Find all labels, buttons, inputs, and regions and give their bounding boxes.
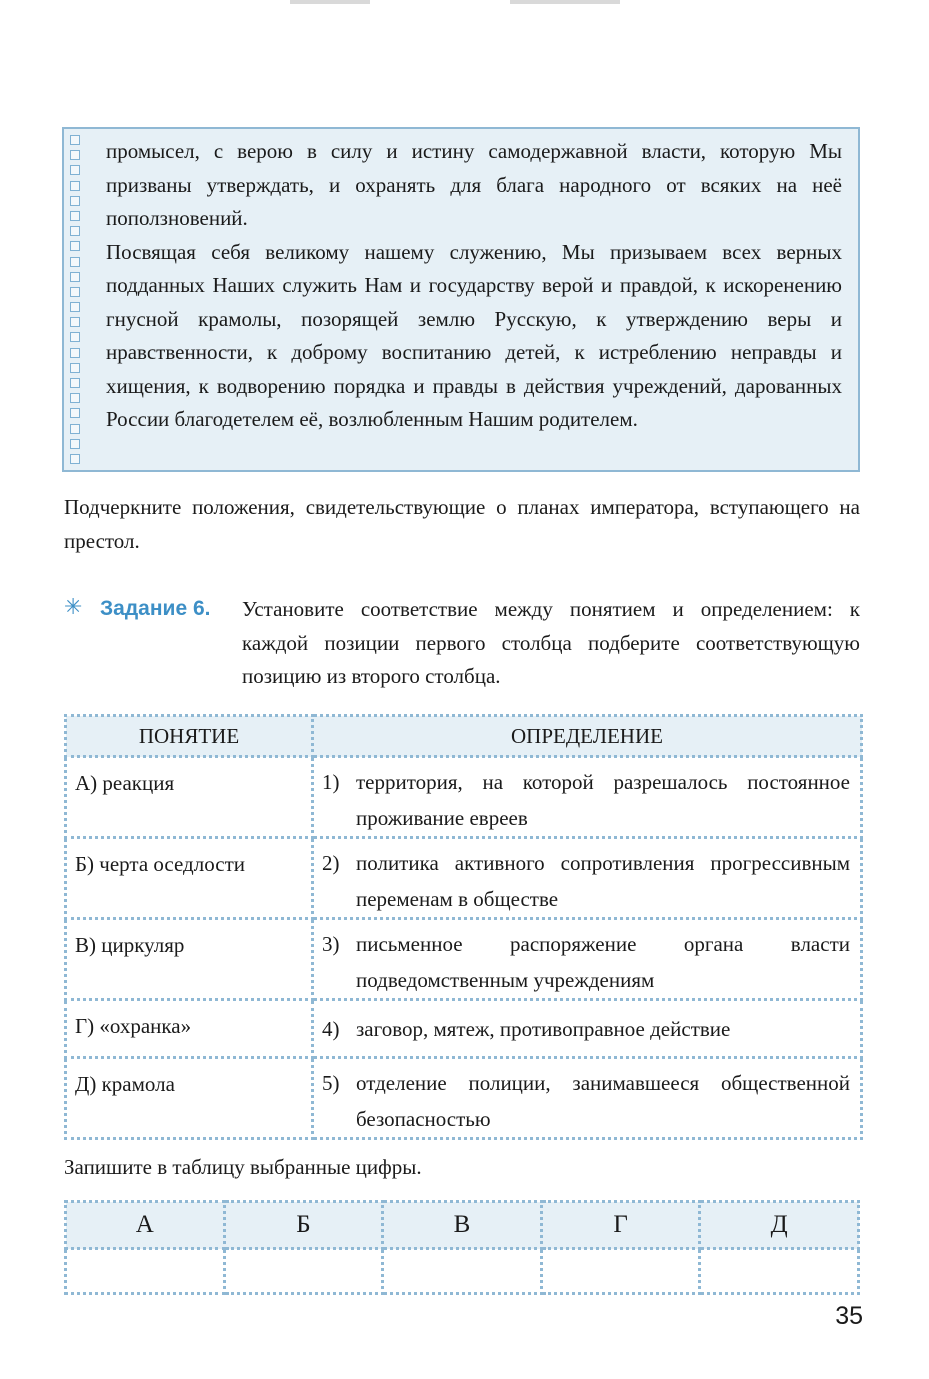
answer-header: В bbox=[383, 1202, 542, 1249]
task-6-header bbox=[64, 593, 864, 693]
definition-text: политика активного сопротивления прогрессивным переменам в обществе bbox=[356, 851, 850, 911]
definition-text: заговор, мятеж, противоправное действие bbox=[356, 1016, 731, 1041]
answer-instruction: Запишите в таблицу выбранные цифры. bbox=[64, 1155, 422, 1179]
source-excerpt-box bbox=[62, 127, 860, 472]
definition-number: 1) bbox=[322, 770, 340, 794]
table-row bbox=[66, 1000, 862, 1058]
answer-cell[interactable] bbox=[700, 1249, 859, 1294]
task-text: Установите соответствие между понятием и определением: к каждой позиции первого столбца подберите соответствующую позицию из второго столбца. bbox=[242, 597, 860, 688]
answer-cell[interactable] bbox=[541, 1249, 700, 1294]
definition-number: 5) bbox=[322, 1071, 340, 1095]
underline-instruction: Подчеркните положения, свидетельствующие о планах императора, вступающего на престол. bbox=[64, 495, 860, 553]
definition-number: 2) bbox=[322, 851, 340, 875]
answer-table bbox=[64, 1200, 860, 1295]
decorative-rail bbox=[70, 135, 84, 464]
term-cell: Г) «охранка» bbox=[66, 1000, 313, 1058]
column-header-concept: ПОНЯТИЕ bbox=[66, 716, 313, 757]
definition-cell bbox=[313, 1058, 862, 1139]
answer-cell[interactable] bbox=[66, 1249, 225, 1294]
term-cell: А) реакция bbox=[66, 757, 313, 838]
definition-number: 3) bbox=[322, 932, 340, 956]
definition-cell bbox=[313, 757, 862, 838]
definition-text: территория, на которой разрешалось постоянное проживание евреев bbox=[356, 770, 850, 830]
answer-header: Д bbox=[700, 1202, 859, 1249]
page-number: 35 bbox=[835, 1302, 863, 1330]
answer-header: А bbox=[66, 1202, 225, 1249]
table-row bbox=[66, 838, 862, 919]
table-row bbox=[66, 919, 862, 1000]
matching-table bbox=[64, 714, 863, 1140]
answer-cell[interactable] bbox=[224, 1249, 383, 1294]
source-paragraph: Посвящая себя великому нашему служению, Мы призываем всех верных подданных Наших служить Нам и государству верой и правдой, к искоренению гнусной крамолы, позорящей землю Русскую, к утверждению веры и нравственности, к доброму воспитанию детей, к истреблению неправды и хищения, к водворению порядка и правды в действия учреждений, дарованных России благодетелем её, возлюбленным Нашим родителем. bbox=[106, 239, 842, 431]
answer-header: Б bbox=[224, 1202, 383, 1249]
definition-cell bbox=[313, 1000, 862, 1058]
table-row bbox=[66, 757, 862, 838]
table-row bbox=[66, 1058, 862, 1139]
answer-cell[interactable] bbox=[383, 1249, 542, 1294]
term-cell: Д) крамола bbox=[66, 1058, 313, 1139]
term-cell: В) циркуляр bbox=[66, 919, 313, 1000]
source-paragraph: промысел, с верою в силу и истину самодержавной власти, которую Мы призваны утверждать, и охранять для блага народного от всяких на неё поползновений. bbox=[106, 139, 842, 230]
task-label: Задание 6. bbox=[100, 597, 211, 620]
column-header-definition: ОПРЕДЕЛЕНИЕ bbox=[313, 716, 862, 757]
term-cell: Б) черта оседлости bbox=[66, 838, 313, 919]
definition-cell bbox=[313, 838, 862, 919]
definition-number: 4) bbox=[322, 1016, 340, 1041]
source-excerpt-text bbox=[106, 135, 842, 437]
top-edge-marks bbox=[290, 0, 620, 6]
definition-cell bbox=[313, 919, 862, 1000]
answer-header: Г bbox=[541, 1202, 700, 1249]
definition-text: письменное распоряжение органа власти подведомственным учреждениям bbox=[356, 932, 850, 992]
asterisk-icon: ✳ bbox=[64, 595, 83, 620]
definition-text: отделение полиции, занимавшееся общественной безопасностью bbox=[356, 1071, 850, 1131]
